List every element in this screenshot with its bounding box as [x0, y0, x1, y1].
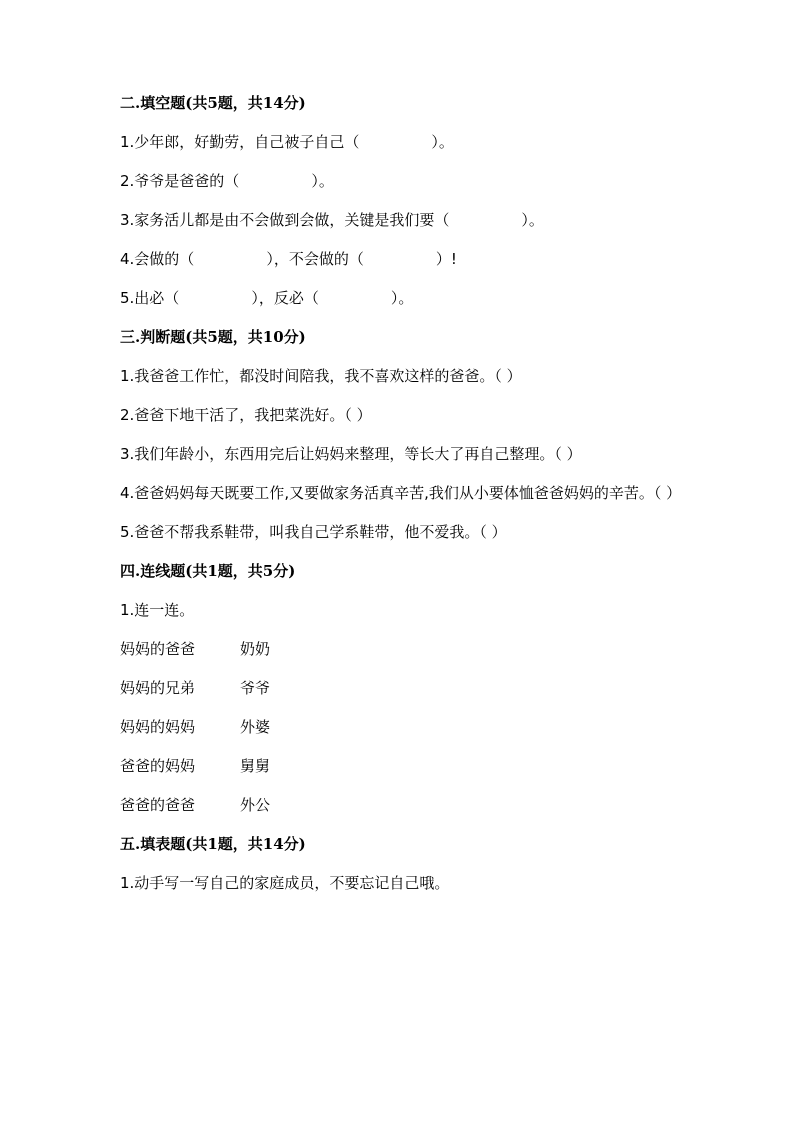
- match-row: [120, 678, 680, 699]
- question-judge-4: 4.爸爸妈妈每天既要工作,又要做家务活真辛苦,我们从小要体恤爸爸妈妈的辛苦。（ ）: [120, 484, 682, 502]
- question-fill-4: [120, 249, 680, 270]
- section-heading-table: 五.填表题(共1题，共14分): [120, 835, 306, 853]
- match-right-item[interactable]: 外婆: [240, 718, 271, 736]
- question-fill-5: [120, 288, 680, 309]
- match-right-item[interactable]: 爷爷: [240, 679, 271, 697]
- match-left-item[interactable]: 妈妈的爸爸: [120, 640, 196, 658]
- question-judge-2: 2.爸爸下地干活了，我把菜洗好。（ ）: [120, 406, 372, 424]
- section-heading-fill-blank: 二.填空题(共5题，共14分): [120, 94, 306, 112]
- match-left-item[interactable]: 爸爸的爸爸: [120, 796, 196, 814]
- question-text: ），不会做的（: [266, 250, 364, 268]
- question-text: 2.爷爷是爸爸的（: [120, 172, 240, 190]
- match-right-item[interactable]: 奶奶: [240, 640, 271, 658]
- question-table-1: 1.动手写一写自己的家庭成员，不要忘记自己哦。: [120, 874, 450, 892]
- match-right-item[interactable]: 外公: [240, 796, 271, 814]
- question-match-1: 1.连一连。: [120, 601, 195, 619]
- match-left-item[interactable]: 爸爸的妈妈: [120, 757, 196, 775]
- match-row: [120, 756, 680, 777]
- match-right-item[interactable]: 舅舅: [240, 757, 271, 775]
- question-text: ）。: [390, 289, 414, 307]
- question-text: ）。: [431, 133, 454, 151]
- question-fill-3: [120, 210, 680, 231]
- match-left-item[interactable]: 妈妈的兄弟: [120, 679, 196, 697]
- question-text: ），反必（: [251, 289, 319, 307]
- question-judge-3: 3.我们年龄小，东西用完后让妈妈来整理，等长大了再自己整理。（ ）: [120, 445, 582, 463]
- question-fill-2: [120, 171, 680, 192]
- section-heading-match: 四.连线题(共1题，共5分): [120, 562, 296, 580]
- section-heading-judge: 三.判断题(共5题，共10分): [120, 328, 306, 346]
- question-text: 5.出必（: [120, 289, 180, 307]
- question-text: 3.家务活儿都是由不会做到会做，关键是我们要（: [120, 211, 450, 229]
- match-row: [120, 717, 680, 738]
- question-judge-5: 5.爸爸不帮我系鞋带，叫我自己学系鞋带，他不爱我。（ ）: [120, 523, 507, 541]
- question-fill-1: [120, 132, 680, 153]
- question-text: ）。: [311, 172, 334, 190]
- match-row: [120, 639, 680, 660]
- question-text: 1.少年郎，好勤劳，自己被子自己（: [120, 133, 360, 151]
- question-text: ）!: [435, 250, 457, 268]
- question-text: ）。: [521, 211, 544, 229]
- question-judge-1: 1.我爸爸工作忙，都没时间陪我，我不喜欢这样的爸爸。（ ）: [120, 367, 522, 385]
- document-page: [120, 93, 680, 912]
- match-row: [120, 795, 680, 816]
- match-left-item[interactable]: 妈妈的妈妈: [120, 718, 196, 736]
- question-text: 4.会做的（: [120, 250, 195, 268]
